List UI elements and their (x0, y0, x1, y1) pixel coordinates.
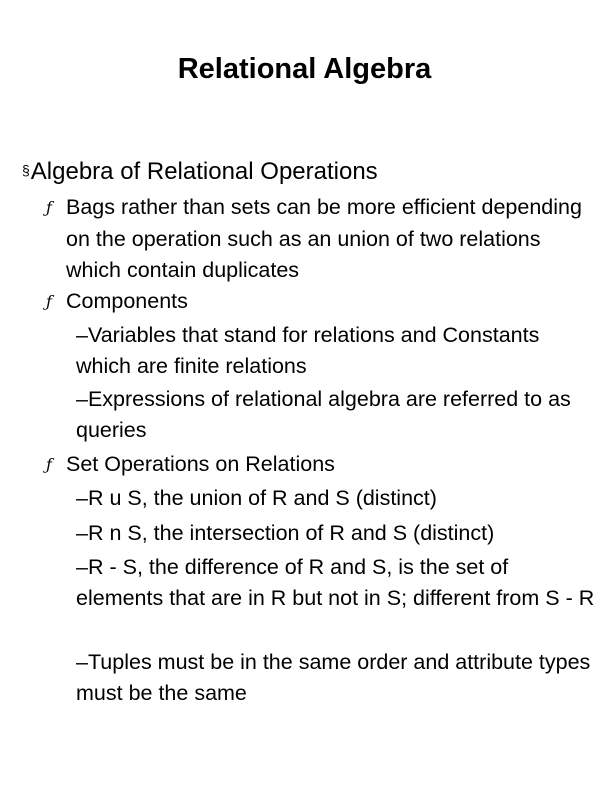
sub-bullet-components (46, 286, 586, 318)
main-bullet (22, 155, 378, 187)
dash-marker: – (76, 387, 88, 411)
dash-item-text: R u S, the union of R and S (distinct) (87, 486, 437, 510)
florin-bullet-icon: ƒ (46, 455, 52, 474)
dash-item (76, 647, 596, 709)
dash-item-text: R n S, the intersection of R and S (distinct) (87, 521, 495, 545)
dash-item (76, 320, 596, 382)
dash-marker: – (76, 486, 88, 510)
dash-item (76, 552, 596, 614)
dash-item (76, 483, 596, 514)
dash-marker: – (76, 521, 88, 545)
florin-bullet-icon: ƒ (46, 198, 52, 217)
section-bullet-icon: § (22, 162, 30, 178)
florin-bullet-icon: ƒ (46, 292, 52, 311)
dash-item-text: R - S, the difference of R and S, is the set of elements that are in R but not in S; different from S - R (76, 555, 595, 610)
main-bullet-text: Algebra of Relational Operations (30, 158, 378, 185)
dash-item (76, 384, 596, 446)
dash-item (76, 518, 596, 549)
sub-bullet-set-operations (46, 449, 586, 481)
dash-marker: – (76, 555, 88, 579)
dash-item-text: Tuples must be in the same order and attribute types must be the same (76, 650, 591, 705)
dash-marker: – (76, 650, 88, 674)
sub-bullet-text: Bags rather than sets can be more efficient depending on the operation such as an union of two relations which contain duplicates (66, 195, 582, 282)
sub-bullet-efficiency (46, 192, 586, 287)
dash-marker: – (76, 323, 88, 347)
slide-title: Relational Algebra (177, 53, 432, 85)
dash-item-text: Expressions of relational algebra are referred to as queries (76, 387, 571, 442)
sub-bullet-text: Set Operations on Relations (66, 452, 335, 476)
sub-bullet-text: Components (66, 289, 188, 313)
dash-item-text: Variables that stand for relations and Constants which are finite relations (76, 323, 540, 378)
